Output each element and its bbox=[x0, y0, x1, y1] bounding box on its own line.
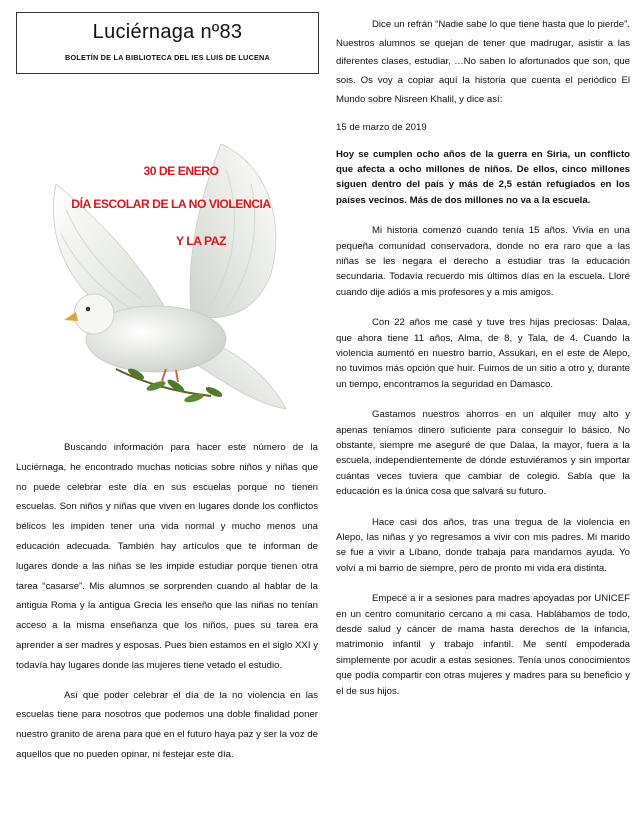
right-column bbox=[336, 16, 630, 699]
editorial-paragraph: Buscando información para hacer este número de la Luciérnaga, he encontrado muchas noticias sobre niños y niñas que no puede celebrar este día en sus escuelas porque no tienen escuelas. Son niños y niñas que viven en lugares donde los conflictos bélicos les impiden tener una vida normal y mucho menos una educación adecuada. También hay artículos que te informan de lugares donde a las niñas se les impide estudiar porque tienen otra tarea “casarse”. Mis alumnos se sorprenden cuando al hablar de la antigua Roma y la antigua Grecia les enseño que las niñas no tenían acceso a la misma enseñanza que los niños, pues su tarea era aprender a ser madres y esposas. Pues bien estamos en el siglo XXI y todavía hay lugares donde las mujeres tiene vetado el estudio. bbox=[16, 442, 318, 671]
article-paragraph: Hace casi dos años, tras una tregua de la violencia en Alepo, las niñas y yo regresamos a vivir con mis padres. Mi marido se fue a vivir a Líbano, donde trabaja para mandarnos ayuda. Yo volví a mi barrio de siempre, pero de pronto mi vida era distinta. bbox=[336, 516, 630, 574]
article-paragraph: Gastamos nuestros ahorros en un alquiler muy alto y apenas teníamos dinero suficiente para conseguir lo básico. No obstante, siempre me aseguré de que Dalaa, la mayor, fuera a la escuela, independientemente de dónde estuviéramos y sin importar cuántas veces tuviera que cambiar de colegio. Sabía que la educación es la única cosa que salvará su futuro. bbox=[336, 409, 630, 498]
newsletter-title: Luciérnaga nº83 bbox=[92, 21, 243, 43]
article-paragraph: Mi historia comenzó cuando tenía 15 años. Vivía en una pequeña comunidad conservadora, donde no era raro que a las niñas se les negara el derecho a estudiar tras la educación secundaria. Todavía recuerdo mis últimos días en la escuela. Lloré cuando dije adiós a mis profesores y a mis amigos. bbox=[336, 225, 630, 298]
article-date: 15 de marzo de 2019 bbox=[336, 121, 427, 133]
article-intro: Dice un refrán “Nadie sabe lo que tiene hasta que lo pierde”. Nuestros alumnos se quejan de tener que madrugar, asistir a las diferentes clases, estudiar, …No saben lo afortunados que son, que sois. Os voy a copiar aquí la historia que cuenta el periódico El Mundo sobre Nisreen Khalil, y dice así: bbox=[336, 19, 630, 105]
article-paragraph: Con 22 años me casé y tuve tres hijas preciosas: Dalaa, que ahora tiene 11 años, Alma, de 8, y Tala, de 4. Cuando la violencia aumentó en nuestro barrio, Assukari, en el este de Alepo, no tuvimos más opción que huir. Fuimos de un sitio a otro y, durante un tiempo, encontramos la seguridad en Damasco. bbox=[336, 317, 630, 390]
newsletter-subtitle: BOLETÍN DE LA BIBLIOTECA DEL IES LUIS DE LUCENA bbox=[65, 53, 270, 62]
editorial-text bbox=[16, 438, 318, 775]
article-paragraph: Empecé a ir a sesiones para madres apoyadas por UNICEF en un centro comunitario cercano a mi casa. Hablábamos de todo, desde salud y cáncer de mama hasta derechos de la infancia, matrimonio infantil y trabajo infantil. Me sentí empoderada simplemente por acudir a estas sesiones. Tenía unos conocimientos que podía compartir con otras mujeres y madres para su beneficio y el de sus hijos. bbox=[336, 593, 630, 697]
left-column bbox=[16, 12, 326, 760]
poster-headline-end: Y LA PAZ bbox=[176, 234, 226, 248]
poster-date: 30 DE ENERO bbox=[143, 164, 219, 178]
masthead bbox=[16, 12, 319, 74]
peace-day-poster bbox=[16, 124, 326, 429]
poster-headline: DÍA ESCOLAR DE LA NO VIOLENCIA bbox=[71, 197, 271, 211]
editorial-paragraph: Así que poder celebrar el día de la no violencia en las escuelas tiene para nosotros que podemos una doble finalidad poner nuestro granito de arena para que en el futuro haya paz y ser la voz de aquellos que no pueden opinar, ni festejar este día. bbox=[16, 689, 318, 760]
dove-head bbox=[74, 294, 114, 334]
eye bbox=[86, 307, 90, 311]
beak bbox=[64, 312, 78, 321]
article-lead: Hoy se cumplen ocho años de la guerra en Siria, un conflicto que afecta a ocho millones de niños. De ellos, cinco millones siguen dentro del país y más de 2,5 están refugiados en los países vecinos. Más de dos millones no va a la escuela. bbox=[336, 148, 630, 206]
